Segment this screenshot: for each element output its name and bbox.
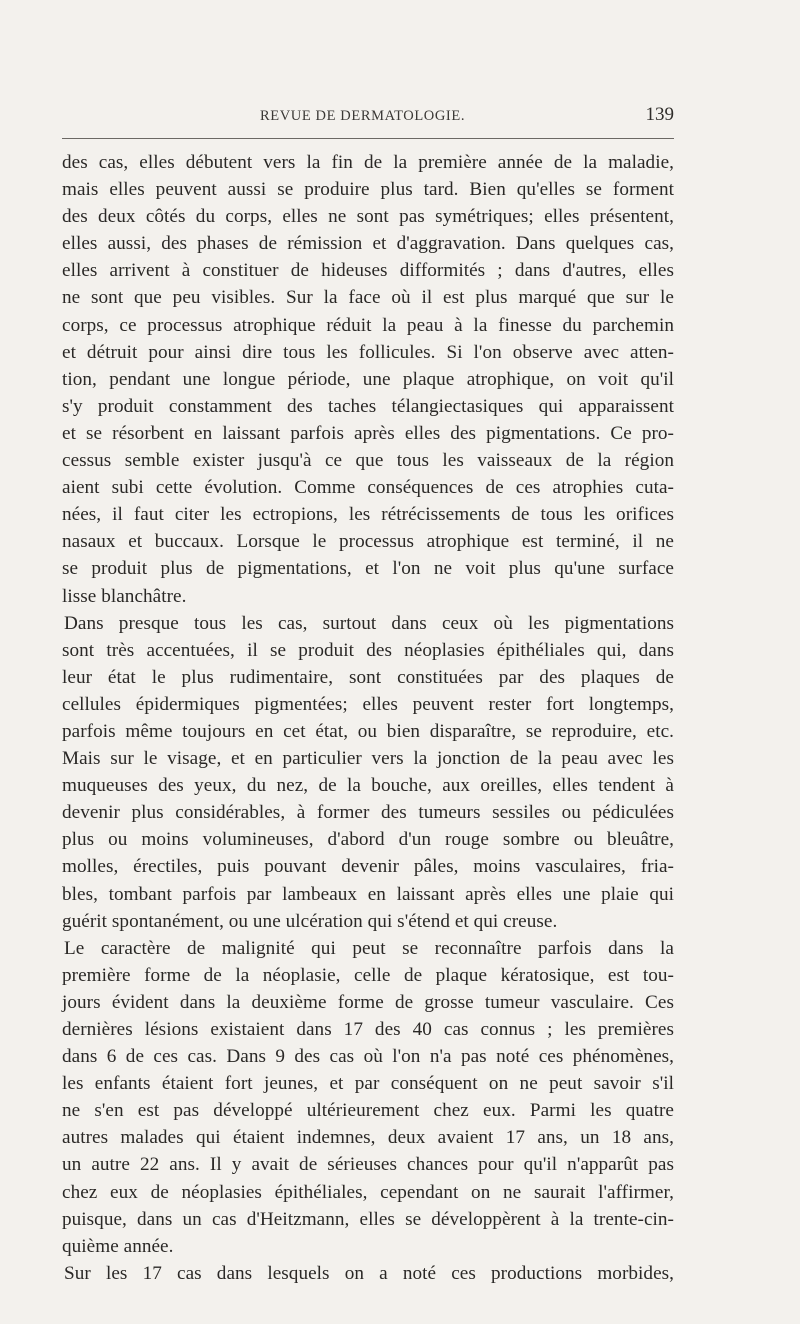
text-line: se produit plus de pigmentations, et l'on ne voit plus qu'une surface — [62, 558, 674, 580]
text-line: aient subi cette évolution. Comme conséquences de ces atrophies cuta- — [62, 477, 674, 499]
text-line: et détruit pour ainsi dire tous les follicules. Si l'on observe avec atten- — [62, 341, 674, 363]
text-line: tion, pendant une longue période, une plaque atrophique, on voit qu'il — [62, 368, 674, 390]
text-line: sont très accentuées, il se produit des néoplasies épithéliales qui, dans — [62, 639, 674, 661]
text-line: jours évident dans la deuxième forme de grosse tumeur vasculaire. Ces — [62, 991, 674, 1013]
text-line: corps, ce processus atrophique réduit la peau à la finesse du parchemin — [62, 314, 674, 336]
text-line: des cas, elles débutent vers la fin de la première année de la maladie, — [62, 152, 674, 173]
text-line: puisque, dans un cas d'Heitzmann, elles se développèrent à la trente-cin- — [62, 1208, 674, 1230]
page-number: 139 — [645, 104, 674, 125]
text-line: ne s'en est pas développé ultérieurement chez eux. Parmi les quatre — [62, 1100, 674, 1122]
text-line: première forme de la néoplasie, celle de plaque kératosique, est tou- — [62, 964, 674, 986]
text-line: elles aussi, des phases de rémission et d'aggravation. Dans quelques cas, — [62, 233, 674, 255]
text-line: s'y produit constamment des taches télangiectasiques qui apparaissent — [62, 395, 674, 417]
header-rule — [62, 138, 674, 139]
paragraph-start-line: Dans presque tous les cas, surtout dans ceux où les pigmentations — [64, 612, 674, 634]
text-line: muqueuses des yeux, du nez, de la bouche, aux oreilles, elles tendent à — [62, 775, 674, 797]
text-line: cessus semble exister jusqu'à ce que tous les vaisseaux de la région — [62, 450, 674, 472]
text-line: nées, il faut citer les ectropions, les rétrécissements de tous les orifices — [62, 504, 674, 526]
text-line: plus ou moins volumineuses, d'abord d'un rouge sombre ou bleuâtre, — [62, 829, 674, 851]
text-line: leur état le plus rudimentaire, sont constituées par des plaques de — [62, 666, 674, 688]
text-line: parfois même toujours en cet état, ou bien disparaître, se reproduire, etc. — [62, 720, 674, 742]
text-line: molles, érectiles, puis pouvant devenir pâles, moins vasculaires, fria- — [62, 856, 674, 878]
text-line: dans 6 de ces cas. Dans 9 des cas où l'on n'a pas noté ces phénomènes, — [62, 1046, 674, 1068]
text-line: chez eux de néoplasies épithéliales, cependant on ne saurait l'affirmer, — [62, 1181, 674, 1203]
text-line: mais elles peuvent aussi se produire plus tard. Bien qu'elles se forment — [62, 179, 674, 201]
text-line: les enfants étaient fort jeunes, et par conséquent on ne peut savoir s'il — [62, 1073, 674, 1095]
text-line: devenir plus considérables, à former des tumeurs sessiles ou pédiculées — [62, 802, 674, 824]
text-line: elles arrivent à constituer de hideuses difformités ; dans d'autres, elles — [62, 260, 674, 282]
paragraph-start-line: Sur les 17 cas dans lesquels on a noté ces productions morbides, — [64, 1262, 674, 1284]
body-text — [62, 149, 674, 1287]
text-line: dernières lésions existaient dans 17 des 40 cas connus ; les premières — [62, 1019, 674, 1040]
page-header — [62, 103, 674, 129]
paragraph-end-line: quième année. — [62, 1235, 174, 1257]
text-line: un autre 22 ans. Il y avait de sérieuses chances pour qu'il n'apparût pas — [62, 1154, 674, 1176]
text-line: autres malades qui étaient indemnes, deux avaient 17 ans, un 18 ans, — [62, 1127, 674, 1149]
paragraph-end-line: lisse blanchâtre. — [62, 585, 187, 607]
text-line: nasaux et buccaux. Lorsque le processus atrophique est terminé, il ne — [62, 531, 674, 553]
text-line: et se résorbent en laissant parfois après elles des pigmentations. Ce pro- — [62, 422, 674, 444]
text-line: cellules épidermiques pigmentées; elles peuvent rester fort longtemps, — [62, 693, 674, 715]
text-line: des deux côtés du corps, elles ne sont pas symétriques; elles présentent, — [62, 206, 674, 228]
text-line: bles, tombant parfois par lambeaux en laissant après elles une plaie qui — [62, 883, 674, 905]
paragraph-end-line: guérit spontanément, ou une ulcération qui s'étend et qui creuse. — [62, 910, 558, 932]
running-title: REVUE DE DERMATOLOGIE. — [260, 108, 466, 124]
paragraph-start-line: Le caractère de malignité qui peut se reconnaître parfois dans la — [64, 937, 674, 959]
text-line: Mais sur le visage, et en particulier vers la jonction de la peau avec les — [62, 748, 674, 770]
text-line: ne sont que peu visibles. Sur la face où il est plus marqué que sur le — [62, 287, 674, 309]
